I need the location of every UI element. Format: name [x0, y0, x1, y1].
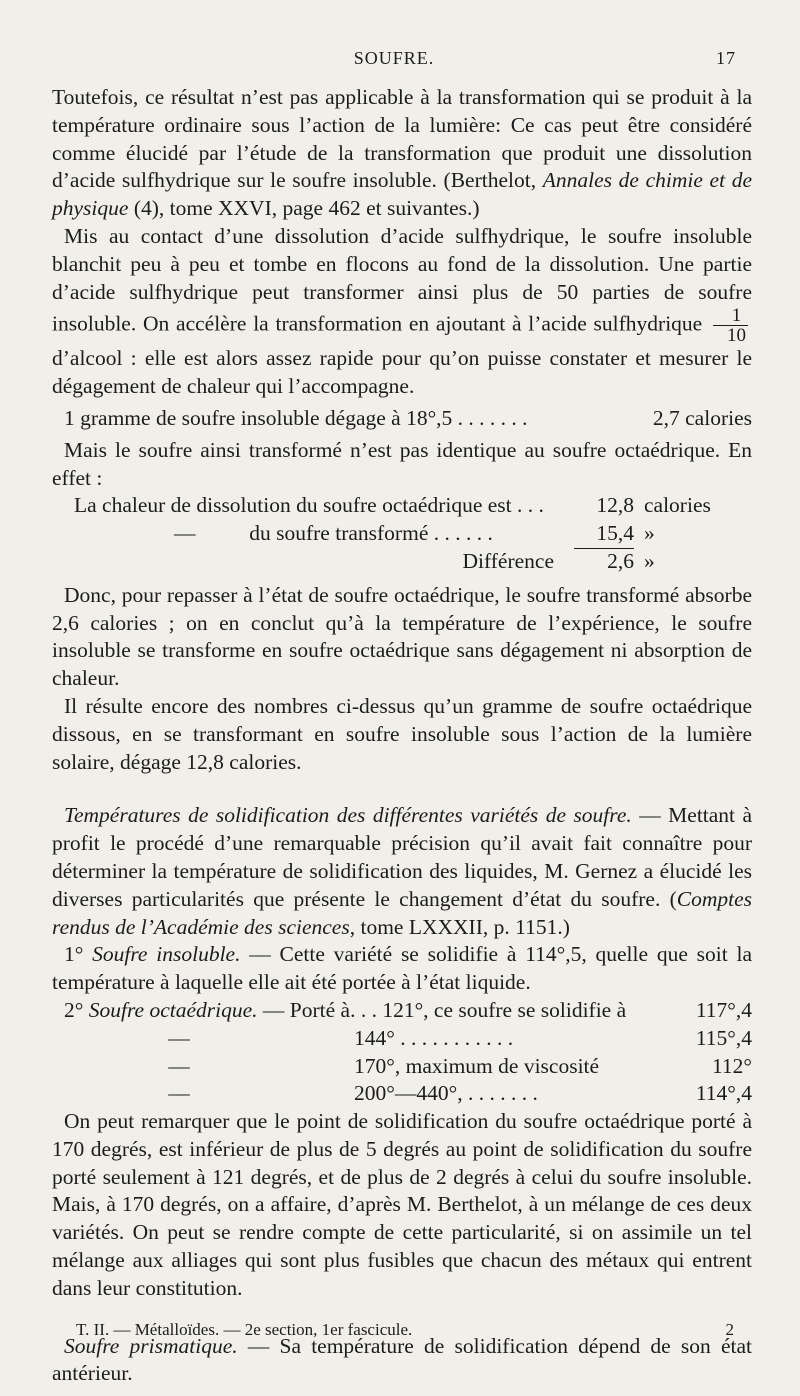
row-value: 15,4 — [574, 520, 634, 549]
item-mid: 200°—440°, . . . . . . . — [354, 1081, 538, 1106]
dash: — — [168, 1053, 190, 1078]
gram-line-value: 2,7 calories — [652, 405, 752, 430]
item-mid: — Porté à. . . 121°, ce soufre se solidifie à — [262, 997, 627, 1022]
page-number: 17 — [716, 48, 736, 68]
paragraph-7 — [52, 941, 752, 997]
gram-line-label: 1 gramme de soufre insoluble dégage à 18°,5 . . . . . . . — [64, 405, 528, 430]
list-item — [64, 1025, 752, 1053]
paragraph-6 — [52, 802, 752, 941]
paragraph-2-text-b: d’alcool : elle est alors assez rapide pour qu’on puisse constater et mesurer le dégagement de chaleur qui l’accompagne. — [52, 346, 752, 399]
item-mid: 170°, maximum de viscosité — [354, 1053, 600, 1078]
paragraph-2 — [52, 223, 752, 401]
paragraph-1-end: (4), tome XXVI, page 462 et suivantes.) — [133, 196, 480, 221]
running-title: SOUFRE. — [353, 48, 435, 68]
paragraph-6-text-b: , tome LXXXII, p. 1151.) — [349, 914, 570, 939]
paragraph-9-text: — Sa température de solidification dépend de son état antérieur. — [52, 1333, 752, 1386]
item-mid: 144° . . . . . . . . . . . — [354, 1025, 514, 1050]
paragraph-1 — [52, 84, 752, 223]
paragraph-6-text-a: — Mettant à profit le procédé d’une remarquable précision qu’il avait fait connaître pour déterminer la température de solidification des liquides, M. Gernez a élucidé les diverses particularités que présente le changement d’état du soufre. ( — [52, 803, 753, 911]
table-row-difference — [74, 548, 752, 576]
item-value: 112° — [711, 1053, 752, 1078]
signature-mark: 2 — [725, 1320, 734, 1339]
journal-title-annales: Annales de chimie et de physique — [52, 168, 752, 221]
item-number: 2° — [64, 997, 84, 1022]
gram-line — [52, 405, 752, 433]
item-text: — Cette variété se solidifie à 114°,5, quelle que soit la température à laquelle elle ait été portée à l’état liquide. — [52, 942, 753, 995]
solidification-list — [52, 997, 752, 1108]
row-label: — du soufre transformé . . . . . . — [174, 521, 493, 546]
difference-label: Différence — [462, 548, 554, 573]
item-value: 114°,4 — [695, 1081, 752, 1106]
row-unit: calories — [644, 493, 711, 518]
table-row — [74, 520, 752, 548]
page-body — [52, 84, 752, 1388]
item-title-insoluble: Soufre insoluble. — [92, 942, 241, 967]
list-item — [64, 1080, 752, 1108]
paragraph-3: Mais le soufre ainsi transformé n’est pas identique au soufre octaédrique. En effet : — [52, 437, 752, 490]
journal-title-comptes-rendus: Comptes rendus de l’Académie des sciences — [52, 886, 752, 939]
section-title-solidification: Températures de solidification des différentes variétés de soufre. — [64, 803, 632, 828]
item-number: 1° — [64, 942, 84, 967]
paragraph-2-text-a: Mis au contact d’une dissolution d’acide sulfhydrique, le soufre insoluble blanchit peu à peu et tombe en flocons au fond de la dissolution. Une partie d’acide sulfhydrique peut transformer ainsi plus de 50 parties de soufre insoluble. On accélère la transformation en ajoutant à l’acide sulfhydrique — [52, 223, 752, 336]
dash: — — [168, 1025, 190, 1050]
difference-unit: » — [644, 548, 655, 573]
item-value: 115°,4 — [695, 1025, 752, 1050]
page-footer — [76, 1320, 734, 1340]
paragraph-1-text: Toutefois, ce résultat n’est pas applicable à la transformation qui se produit à la température ordinaire sous l’action de la lumière: Ce cas peut être considéré comme élucidé par l’étude de la transformation que produit une dissolution d’acide sulfhydrique sur le soufre insoluble. (Berthelot, — [52, 85, 752, 193]
section-title-prismatique: Soufre prismatique. — [64, 1333, 238, 1358]
row-label: La chaleur de dissolution du soufre octaédrique est . . . — [74, 493, 544, 518]
table-row — [74, 492, 752, 520]
paragraph-8: On peut remarquer que le point de solidification du soufre octaédrique porté à 170 degrés, est inférieur de plus de 5 degrés au point de solidification du soufre porté seulement à 121 degrés, et de plus de 2 degrés à celui du soufre insoluble. Mais, à 170 degrés, on a affaire, d’après M. Berthelot, à un mélange de ces deux variétés. On peut se rendre compte de cette particularité, si on assimile un tel mélange aux alliages qui sont plus fusibles que chacun des métaux qui entrent dans leur constitution. — [52, 1109, 752, 1300]
list-item — [64, 1053, 752, 1081]
paragraph-4: Donc, pour repasser à l’état de soufre octaédrique, le soufre transformé absorbe 2,6 calories ; on en conclut qu’à la température de l’expérience, le soufre insoluble se transforme en soufre octaédrique sans dégagement ni absorption de chaleur. — [52, 582, 752, 691]
dissolution-table — [74, 492, 752, 575]
page-header — [52, 48, 736, 72]
paragraph-9 — [52, 1333, 752, 1389]
fraction-denominator: 10 — [727, 325, 746, 347]
footer-signature: T. II. — Métalloïdes. — 2e section, 1er fascicule. — [76, 1320, 413, 1339]
fraction-numerator: 1 — [713, 306, 748, 326]
item-title-octaedrique: Soufre octaédrique. — [88, 997, 258, 1022]
item-value: 117°,4 — [695, 997, 752, 1022]
list-item-label — [64, 997, 626, 1025]
paragraph-5: Il résulte encore des nombres ci-dessus qu’un gramme de soufre octaédrique dissous, en se transformant en soufre insoluble sous l’action de la lumière solaire, dégage 12,8 calories. — [52, 693, 752, 774]
fraction — [713, 306, 748, 345]
row-value: 12,8 — [596, 493, 634, 518]
difference-value: 2,6 — [607, 548, 634, 573]
row-unit: » — [644, 521, 655, 546]
list-item — [64, 997, 752, 1025]
dash: — — [168, 1081, 190, 1106]
